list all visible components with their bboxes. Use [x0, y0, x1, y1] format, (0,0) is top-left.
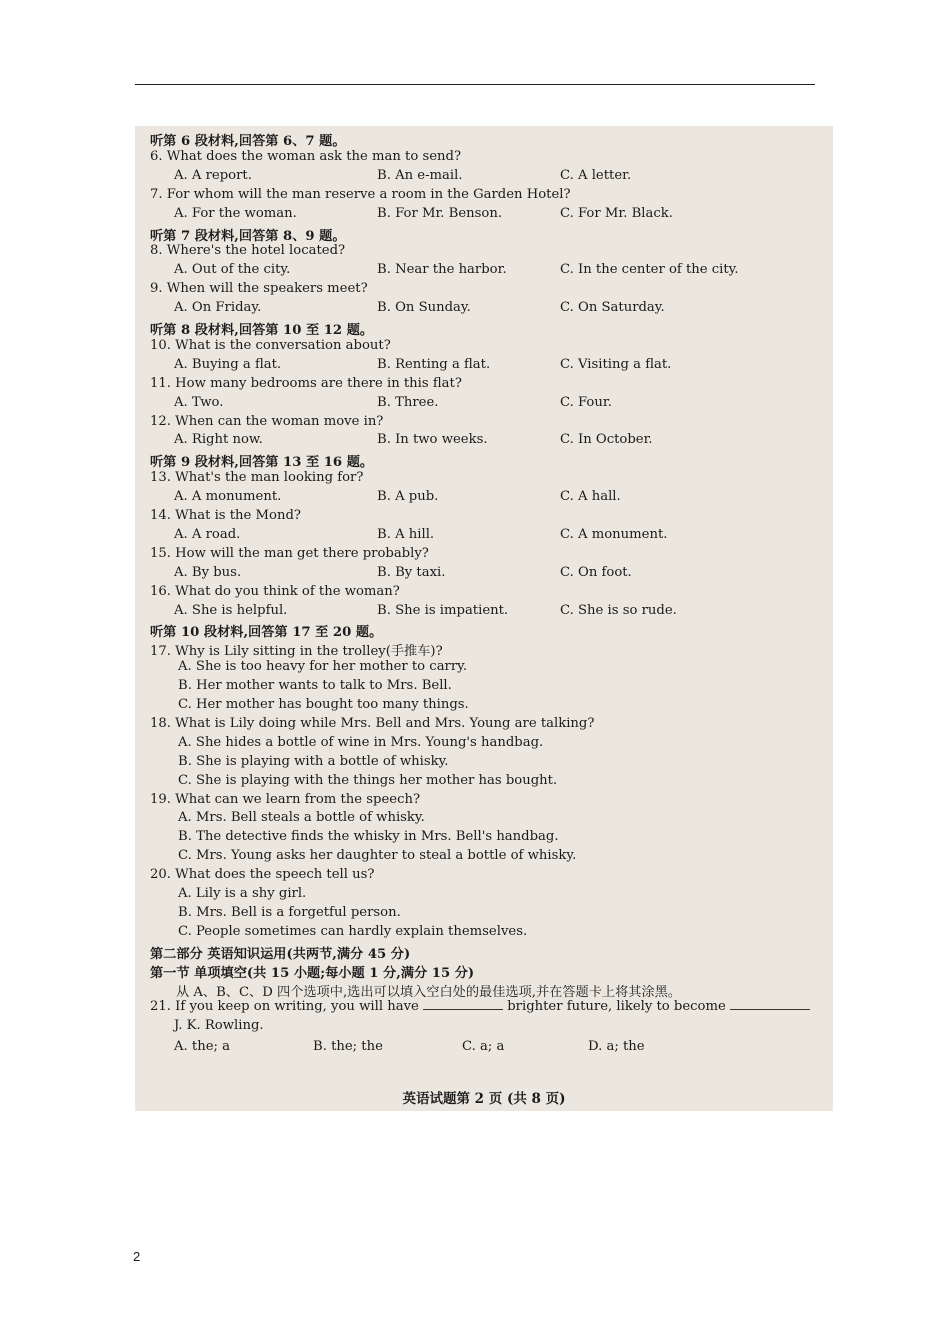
page-number: 2 [133, 1249, 141, 1264]
answer-option: D. a; the [588, 1039, 645, 1055]
answer-option: A. Out of the city. [174, 262, 291, 278]
section-heading: 听第 6 段材料,回答第 6、7 题。 [150, 134, 346, 149]
answer-option: B. On Sunday. [377, 300, 471, 316]
answer-option: A. She hides a bottle of wine in Mrs. Young's handbag. [178, 734, 544, 750]
question-stem: 19. What can we learn from the speech? [150, 791, 421, 807]
answer-option: A. A road. [174, 526, 241, 542]
section-heading: 听第 8 段材料,回答第 10 至 12 题。 [150, 323, 374, 338]
answer-option: C. Four. [560, 394, 612, 410]
answer-option: C. Mrs. Young asks her daughter to steal a bottle of whisky. [178, 848, 577, 864]
question-stem: 13. What's the man looking for? [150, 470, 364, 486]
answer-option: A. She is helpful. [174, 602, 288, 618]
answer-option: C. A hall. [560, 489, 621, 505]
answer-option: B. the; the [313, 1039, 383, 1055]
instruction-text: 从 A、B、C、D 四个选项中,选出可以填入空白处的最佳选项,并在答题卡上将其涂黑。 [176, 984, 682, 1000]
question-stem: 10. What is the conversation about? [150, 337, 391, 353]
answer-option: A. She is too heavy for her mother to carry. [178, 659, 468, 675]
question-stem: 8. Where's the hotel located? [150, 243, 346, 259]
answer-option: C. On Saturday. [560, 300, 665, 316]
answer-option: B. Renting a flat. [377, 356, 491, 372]
section-heading: 第一节 单项填空(共 15 小题;每小题 1 分,满分 15 分) [150, 965, 475, 981]
question-stem: 11. How many bedrooms are there in this flat? [150, 375, 462, 391]
answer-option: A. the; a [174, 1039, 231, 1055]
answer-option: C. A letter. [560, 167, 632, 183]
answer-option: B. For Mr. Benson. [377, 205, 503, 221]
question-text: brighter future, likely to become [503, 999, 730, 1015]
answer-option: A. Buying a flat. [174, 356, 282, 372]
header-rule [135, 84, 815, 85]
answer-option: A. For the woman. [174, 205, 297, 221]
answer-option: A. Right now. [174, 432, 263, 448]
answer-option: A. By bus. [174, 564, 242, 580]
answer-option: B. She is playing with a bottle of whisky. [178, 753, 449, 769]
question-text: 21. If you keep on writing, you will have [150, 999, 424, 1015]
question-stem: 15. How will the man get there probably? [150, 545, 429, 561]
section-heading: 第二部分 英语知识运用(共两节,满分 45 分) [150, 946, 411, 962]
answer-option: B. In two weeks. [377, 432, 488, 448]
answer-option: B. She is impatient. [377, 602, 509, 618]
answer-option: B. A hill. [377, 526, 435, 542]
page-footer: 英语试题第 2 页 (共 8 页) [402, 1091, 566, 1107]
question-stem: 6. What does the woman ask the man to send? [150, 148, 462, 164]
answer-option: C. She is so rude. [560, 602, 677, 618]
question-stem: 12. When can the woman move in? [150, 413, 384, 429]
section-heading: 听第 9 段材料,回答第 13 至 16 题。 [150, 455, 374, 471]
answer-option: C. She is playing with the things her mother has bought. [178, 772, 558, 788]
answer-blank [730, 999, 810, 1010]
answer-option: A. A report. [174, 167, 252, 183]
question-stem: 18. What is Lily doing while Mrs. Bell and Mrs. Young are talking? [150, 715, 595, 731]
answer-option: C. On foot. [560, 564, 632, 580]
answer-blank [423, 999, 503, 1010]
question-stem: 9. When will the speakers meet? [150, 281, 368, 297]
answer-option: C. In October. [560, 432, 653, 448]
answer-option: C. People sometimes can hardly explain themselves. [178, 923, 528, 939]
question-stem: 16. What do you think of the woman? [150, 583, 400, 599]
answer-option: B. By taxi. [377, 564, 446, 580]
answer-option: B. Three. [377, 394, 439, 410]
question-stem: 7. For whom will the man reserve a room in the Garden Hotel? [150, 186, 571, 202]
answer-option: A. Mrs. Bell steals a bottle of whisky. [178, 810, 425, 826]
answer-option: C. A monument. [560, 526, 668, 542]
question-stem [150, 999, 810, 1014]
section-heading: 听第 7 段材料,回答第 8、9 题。 [150, 228, 346, 244]
answer-option: B. A pub. [377, 489, 439, 505]
answer-option: C. Visiting a flat. [560, 356, 672, 372]
question-stem: 20. What does the speech tell us? [150, 867, 375, 883]
answer-option: B. An e-mail. [377, 167, 463, 183]
answer-option: B. The detective finds the whisky in Mrs. Bell's handbag. [178, 829, 559, 845]
answer-option: B. Near the harbor. [377, 262, 507, 278]
question-stem: 17. Why is Lily sitting in the trolley(手推车)? [150, 644, 443, 660]
answer-option: A. A monument. [174, 489, 282, 505]
answer-option: C. Her mother has bought too many things. [178, 697, 469, 712]
question-text: J. K. Rowling. [174, 1018, 264, 1034]
answer-option: C. In the center of the city. [560, 262, 739, 278]
answer-option: A. Lily is a shy girl. [178, 886, 307, 901]
answer-option: B. Her mother wants to talk to Mrs. Bell. [178, 678, 452, 694]
answer-option: B. Mrs. Bell is a forgetful person. [178, 904, 401, 920]
answer-option: A. Two. [174, 394, 224, 410]
answer-option: C. a; a [462, 1039, 505, 1055]
section-heading: 听第 10 段材料,回答第 17 至 20 题。 [150, 625, 383, 641]
answer-option: C. For Mr. Black. [560, 205, 673, 221]
question-stem: 14. What is the Mond? [150, 508, 301, 523]
answer-option: A. On Friday. [174, 300, 262, 316]
